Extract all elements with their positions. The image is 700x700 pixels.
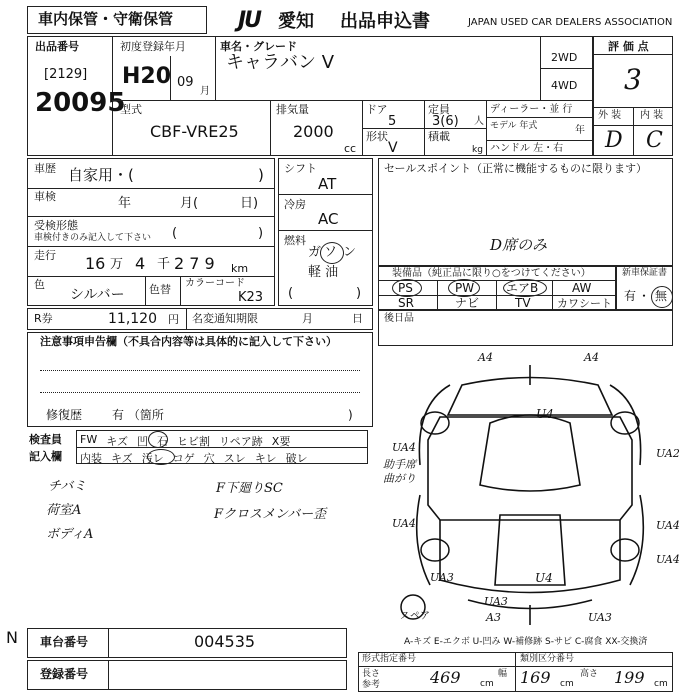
grade-exterior: D xyxy=(605,128,623,153)
inspector-row-defects xyxy=(80,433,290,449)
history-value: 自家用・( xyxy=(68,166,134,184)
length-label: 長さ xyxy=(362,669,381,679)
mileage-man-unit: 万 xyxy=(110,257,124,272)
damage-legend: A-キズ E-エクボ U-凹み W-補修跡 S-サビ C-腐食 XX-交換済 xyxy=(404,637,648,647)
logo-text: 愛知 xyxy=(278,11,314,32)
fuel-gas: ガ xyxy=(308,245,322,260)
form-title: 出品申込書 xyxy=(340,11,430,32)
repair-value: 有 （箇所 xyxy=(112,408,164,422)
width-label: 幅 xyxy=(498,669,508,679)
diag-mark-1: A4 xyxy=(478,351,493,364)
inspector-defect-item: 凹 xyxy=(137,435,148,448)
equip-leather-seat: カワシート xyxy=(557,297,612,310)
diag-mark-5: UA2 xyxy=(656,447,680,460)
inspector-defect-item: X要 xyxy=(271,435,291,448)
inspector-interior-item: 破レ xyxy=(285,452,308,465)
dealer-label: ディーラー・並 行 xyxy=(490,104,573,115)
displacement-label: 排気量 xyxy=(276,103,309,116)
recycle-label: R券 xyxy=(34,312,53,325)
grade-label: 評 価 点 xyxy=(608,40,649,53)
hand-note-5: Fクロスメンバー歪 xyxy=(214,507,327,522)
warranty-label: 新車保証書 xyxy=(622,268,668,278)
inspector-label-1: 検査員 xyxy=(29,433,62,446)
first-reg-era-year: H20 xyxy=(122,64,172,89)
recycle-value: 11,120 xyxy=(108,311,157,327)
diag-mark-4: UA4 xyxy=(392,441,416,454)
color-change-label: 色替 xyxy=(149,283,171,296)
diag-mark-2: A4 xyxy=(584,351,599,364)
color-code-label: カラーコード xyxy=(185,278,245,289)
fuel-label: 燃料 xyxy=(284,234,306,247)
shift-label: シフト xyxy=(284,162,317,175)
history-label: 車歴 xyxy=(34,162,56,175)
sales-point-handwritten: D席のみ xyxy=(490,236,548,254)
lot-label: 出品番号 xyxy=(35,40,79,53)
inspector-defect-item: 石 xyxy=(157,435,168,448)
car-diagram xyxy=(380,345,680,645)
equip-airbag: エアB xyxy=(506,281,539,295)
warranty-no-circle xyxy=(651,286,673,308)
capacity-label: 定員 xyxy=(428,103,450,116)
inspector-interior-item: 穴 xyxy=(203,452,215,465)
length-unit: cm xyxy=(480,679,494,689)
mileage-rest: 2 7 9 xyxy=(174,254,215,273)
diag-mark-12: A3 xyxy=(486,611,501,624)
receipt-paren-open: ( xyxy=(172,226,178,241)
drive-2wd: 2WD xyxy=(551,51,578,64)
color-code: K23 xyxy=(238,290,264,305)
drive-4wd: 4WD xyxy=(551,79,578,92)
inspector-defect-item: リペア跡 xyxy=(219,435,263,448)
diag-mark-11: UA3 xyxy=(484,595,508,608)
corner-mark: N xyxy=(6,628,18,647)
inspector-row-interior xyxy=(80,450,308,466)
capacity-value: 3(6) xyxy=(432,114,459,129)
width-value: 169 xyxy=(520,668,551,687)
chassis-label: 車台番号 xyxy=(40,635,89,649)
exterior-label: 外 装 xyxy=(598,110,622,121)
history-close: ) xyxy=(258,166,264,184)
model-spec-label: 形式指定番号 xyxy=(362,654,417,664)
load-unit: kg xyxy=(472,145,483,155)
diag-mark-13: UA3 xyxy=(588,611,612,624)
inspection-label: 車検 xyxy=(34,190,56,203)
length-ref: 参考 xyxy=(362,680,381,690)
displacement-value: 2000 xyxy=(293,122,334,141)
notes-label: 注意事項申告欄（不具合内容等は具体的に記入して下さい） xyxy=(40,335,337,348)
doors-value: 5 xyxy=(388,114,397,129)
hand-note-4: F下廻りSC xyxy=(216,481,283,496)
chassis-value: 004535 xyxy=(194,632,256,651)
defect-circle-dent xyxy=(148,431,168,448)
equip-tv: TV xyxy=(515,296,531,310)
capacity-unit: 人 xyxy=(474,116,484,127)
equip-pw: PW xyxy=(455,281,475,295)
shape-label: 形状 xyxy=(366,130,388,143)
width-unit: cm xyxy=(560,679,574,689)
hand-note-7: 曲がり xyxy=(383,472,416,485)
registration-label: 登録番号 xyxy=(40,667,89,681)
fuel-diesel: 軽 油 xyxy=(308,265,339,280)
equipment-label: 装備品（純正品に限り○をつけてください） xyxy=(392,268,591,279)
car-name-label: 車名・グレード xyxy=(220,40,297,53)
equip-pw-circle xyxy=(448,279,480,297)
inspector-interior-item: コゲ xyxy=(172,452,195,465)
car-name-value: キャラバン V xyxy=(226,52,335,73)
color-value: シルバー xyxy=(70,287,125,303)
fuel-paren-open: ( xyxy=(288,286,294,301)
diag-mark-3: U4 xyxy=(536,407,554,421)
equip-ps: PS xyxy=(398,281,413,295)
displacement-unit: cc xyxy=(344,142,357,155)
association-name: JAPAN USED CAR DEALERS ASSOCIATION xyxy=(468,17,673,28)
recycle-unit: 円 xyxy=(168,313,179,326)
hand-note-2: 荷室A xyxy=(46,503,82,518)
model-label: 型式 xyxy=(120,103,142,116)
first-reg-label: 初度登録年月 xyxy=(120,40,186,53)
hand-note-6: 助手席 xyxy=(383,458,416,471)
diag-mark-8: UA4 xyxy=(656,553,680,566)
mileage-sen-unit: 千 xyxy=(157,257,171,272)
handle-label: ハンドル 左・右 xyxy=(490,143,564,154)
rear-items-box xyxy=(378,310,673,346)
receipt-label: 受検形態 xyxy=(34,219,78,232)
notice-label: 名変通知期限 xyxy=(192,312,258,325)
inspector-defect-item: FW xyxy=(80,433,98,446)
interior-label: 内 装 xyxy=(640,110,664,121)
hand-note-1: チバミ xyxy=(48,479,87,494)
lot-number: 20095 xyxy=(35,88,126,118)
lot-sub-number: [2129] xyxy=(44,67,88,82)
warranty-yes: 有 xyxy=(624,289,637,303)
mileage-sen: 4 xyxy=(135,254,146,273)
notice-day: 日 xyxy=(352,312,363,325)
rear-items-label: 後日品 xyxy=(384,313,414,324)
color-label: 色 xyxy=(34,278,45,291)
mileage-man: 16 xyxy=(85,254,106,273)
fuel-gas-circled: ソ xyxy=(324,245,338,260)
load-label: 積載 xyxy=(428,130,450,143)
shift-value: AT xyxy=(318,175,337,193)
storage-label: 車内保管・守衛保管 xyxy=(38,10,174,28)
first-reg-month-unit: 月 xyxy=(200,86,210,97)
inspection-month: 月( xyxy=(180,196,199,211)
inspector-defect-item: ヒビ割 xyxy=(177,435,210,448)
repair-label: 修復歴 xyxy=(46,408,83,422)
receipt-paren-close: ) xyxy=(258,226,264,241)
sales-point-label: セールスポイント（正常に機能するものに限ります） xyxy=(384,162,648,175)
inspector-interior-item: スレ xyxy=(223,452,246,465)
equip-ps-circle xyxy=(392,279,422,297)
ac-label: 冷房 xyxy=(284,198,306,211)
first-reg-month: 09 xyxy=(177,75,194,90)
inspector-interior-item: 汚レ xyxy=(141,452,164,465)
height-label: 高さ xyxy=(580,669,599,679)
mileage-unit: km xyxy=(231,262,249,275)
equip-airbag-circle xyxy=(503,279,547,297)
doors-label: ドア xyxy=(366,103,388,116)
ju-logo: JU xyxy=(238,8,261,33)
inspector-label-2: 記入欄 xyxy=(29,450,62,463)
inspector-interior-item: キズ xyxy=(111,452,133,465)
inspector-defect-item: キズ xyxy=(106,435,128,448)
warranty-no: 無 xyxy=(655,289,668,303)
inspection-year: 年 xyxy=(118,196,132,211)
hand-note-3: ボディA xyxy=(46,527,94,542)
equip-sr: SR xyxy=(398,296,414,310)
notice-month: 月 xyxy=(302,312,313,325)
grade-score: 3 xyxy=(624,63,642,96)
ac-value: AC xyxy=(318,210,339,228)
spare-label: スペア xyxy=(400,611,430,622)
equip-aw: AW xyxy=(572,281,592,295)
length-value: 469 xyxy=(430,668,461,687)
receipt-note: 車検付きのみ記入して下さい xyxy=(34,233,152,243)
inspection-day: 日) xyxy=(240,196,259,211)
diag-mark-9: U4 xyxy=(535,571,553,585)
diag-mark-6: UA4 xyxy=(392,517,416,530)
defect-circle-dirt xyxy=(147,449,175,465)
class-label: 類別区分番号 xyxy=(520,654,575,664)
diag-mark-7: UA4 xyxy=(656,519,680,532)
grade-interior: C xyxy=(646,128,663,153)
model-value: CBF-VRE25 xyxy=(150,122,239,141)
model-year-unit: 年 xyxy=(575,125,585,136)
warranty-separator: ・ xyxy=(638,289,651,303)
height-value: 199 xyxy=(614,668,645,687)
fuel-paren-close: ) xyxy=(356,286,362,301)
repair-close: ) xyxy=(348,408,353,422)
height-unit: cm xyxy=(654,679,668,689)
equip-navi: ナビ xyxy=(455,296,480,310)
fuel-gas-end: ン xyxy=(343,245,357,260)
model-year-label: モデル 年式 xyxy=(490,121,538,131)
inspector-interior-item: キレ xyxy=(254,452,277,465)
shape-value: V xyxy=(388,140,398,156)
inspector-interior-item: 内装 xyxy=(80,452,102,465)
mileage-label: 走行 xyxy=(34,249,56,262)
diag-mark-10: UA3 xyxy=(430,571,454,584)
